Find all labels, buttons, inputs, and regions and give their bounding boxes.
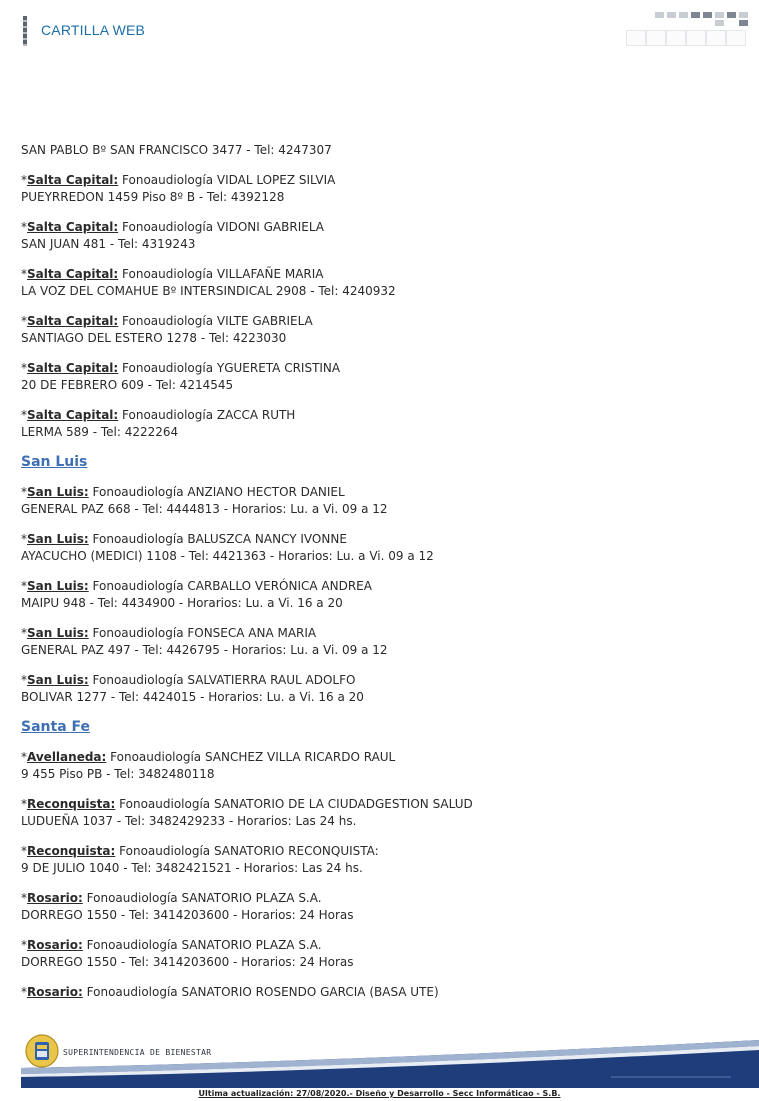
list-item: *San Luis: Fonoaudiología SALVATIERRA RAUL ADOLFO BOLIVAR 1277 - Tel: 4424015 - Horarios: Lu. a Vi. 16 a 20	[21, 672, 741, 706]
header-decoration	[626, 10, 751, 50]
directory-content	[21, 142, 741, 1014]
entry-name: Fonoaudiología VIDAL LOPEZ SILVIA	[122, 173, 336, 187]
list-item: *Salta Capital: Fonoaudiología ZACCA RUTH LERMA 589 - Tel: 4222264	[21, 407, 741, 441]
list-item: *Reconquista: Fonoaudiología SANATORIO RECONQUISTA: 9 DE JULIO 1040 - Tel: 3482421521 - Horarios: Las 24 hs.	[21, 843, 741, 877]
entry-name: Fonoaudiología SANATORIO RECONQUISTA:	[119, 844, 379, 858]
entry-name: Fonoaudiología CARBALLO VERÓNICA ANDREA	[92, 579, 372, 593]
entry-name: Fonoaudiología ZACCA RUTH	[122, 408, 296, 422]
page-title: CARTILLA WEB	[41, 22, 146, 38]
entry-city: Salta Capital:	[27, 267, 119, 281]
list-item: *San Luis: Fonoaudiología BALUSZCA NANCY IVONNE AYACUCHO (MEDICI) 1108 - Tel: 4421363 - Horarios: Lu. a Vi. 09 a 12	[21, 531, 741, 565]
page-footer	[21, 1030, 759, 1088]
entry-city: San Luis:	[27, 579, 89, 593]
last-updated-note: Ultima actualización: 27/08/2020.- Diseño y Desarrollo - Secc Informáticao - S.B.	[198, 1089, 561, 1098]
entry-name: Fonoaudiología SALVATIERRA RAUL ADOLFO	[92, 673, 356, 687]
list-item: *Rosario: Fonoaudiología SANATORIO ROSENDO GARCIA (BASA UTE)	[21, 985, 439, 999]
entry-city: San Luis:	[27, 485, 89, 499]
section-heading-san-luis[interactable]: San Luis	[21, 454, 88, 470]
list-item: *Avellaneda: Fonoaudiología SANCHEZ VILLA RICARDO RAUL 9 455 Piso PB - Tel: 3482480118	[21, 749, 741, 783]
list-item: *Rosario: Fonoaudiología SANATORIO PLAZA S.A. DORREGO 1550 - Tel: 3414203600 - Horarios: 24 Horas	[21, 937, 741, 971]
entry-city: Salta Capital:	[27, 314, 119, 328]
entry-name: Fonoaudiología SANATORIO ROSENDO GARCIA (BASA UTE)	[86, 985, 439, 999]
entry-city: Rosario:	[27, 891, 83, 905]
entry-city: Salta Capital:	[27, 173, 119, 187]
header-bar-ticks	[21, 16, 29, 46]
entry-city: San Luis:	[27, 673, 89, 687]
entry-city: Avellaneda:	[27, 750, 107, 764]
entry-address: PUEYRREDON 1459 Piso 8º B - Tel: 4392128	[21, 190, 285, 204]
entry-city: San Luis:	[27, 626, 89, 640]
list-item: *Salta Capital: Fonoaudiología VILLAFAÑE MARIA LA VOZ DEL COMAHUE Bº INTERSINDICAL 2908 - Tel: 4240932	[21, 266, 741, 300]
entry-address: 9 455 Piso PB - Tel: 3482480118	[21, 767, 215, 781]
entry-address: BOLIVAR 1277 - Tel: 4424015 - Horarios: Lu. a Vi. 16 a 20	[21, 690, 364, 704]
entry-name: Fonoaudiología SANATORIO DE LA CIUDADGESTION SALUD	[119, 797, 473, 811]
list-item	[21, 142, 741, 159]
entry-address: DORREGO 1550 - Tel: 3414203600 - Horarios: 24 Horas	[21, 955, 354, 969]
entry-city: Salta Capital:	[27, 220, 119, 234]
entry-address: AYACUCHO (MEDICI) 1108 - Tel: 4421363 - Horarios: Lu. a Vi. 09 a 12	[21, 549, 434, 563]
entry-name: Fonoaudiología FONSECA ANA MARIA	[92, 626, 317, 640]
entry-name: Fonoaudiología BALUSZCA NANCY IVONNE	[92, 532, 347, 546]
entry-address: SAN PABLO Bº SAN FRANCISCO 3477 - Tel: 4247307	[21, 143, 332, 157]
page-header	[0, 0, 759, 60]
list-item: *Salta Capital: Fonoaudiología VILTE GABRIELA SANTIAGO DEL ESTERO 1278 - Tel: 4223030	[21, 313, 741, 347]
entry-city: Rosario:	[27, 938, 83, 952]
entry-address: 9 DE JULIO 1040 - Tel: 3482421521 - Horarios: Las 24 hs.	[21, 861, 363, 875]
section-heading-santa-fe[interactable]: Santa Fe	[21, 719, 91, 735]
entry-name: Fonoaudiología SANCHEZ VILLA RICARDO RAUL	[110, 750, 396, 764]
entry-name: Fonoaudiología ANZIANO HECTOR DANIEL	[92, 485, 345, 499]
entry-city: Rosario:	[27, 985, 83, 999]
list-item: *Salta Capital: Fonoaudiología YGUERETA CRISTINA 20 DE FEBRERO 609 - Tel: 4214545	[21, 360, 741, 394]
entry-address: SAN JUAN 481 - Tel: 4319243	[21, 237, 196, 251]
list-item: *San Luis: Fonoaudiología FONSECA ANA MARIA GENERAL PAZ 497 - Tel: 4426795 - Horarios: Lu. a Vi. 09 a 12	[21, 625, 741, 659]
entry-name: Fonoaudiología SANATORIO PLAZA S.A.	[86, 891, 322, 905]
entry-name: Fonoaudiología SANATORIO PLAZA S.A.	[86, 938, 322, 952]
entry-name: Fonoaudiología VIDONI GABRIELA	[122, 220, 324, 234]
list-item: *Rosario: Fonoaudiología SANATORIO PLAZA S.A. DORREGO 1550 - Tel: 3414203600 - Horarios: 24 Horas	[21, 890, 741, 924]
entry-address: 20 DE FEBRERO 609 - Tel: 4214545	[21, 378, 234, 392]
entry-name: Fonoaudiología VILTE GABRIELA	[122, 314, 313, 328]
list-item: *San Luis: Fonoaudiología CARBALLO VERÓNICA ANDREA MAIPU 948 - Tel: 4434900 - Horarios: Lu. a Vi. 16 a 20	[21, 578, 741, 612]
entry-city: Salta Capital:	[27, 361, 119, 375]
entry-address: LA VOZ DEL COMAHUE Bº INTERSINDICAL 2908 - Tel: 4240932	[21, 284, 396, 298]
entry-city: San Luis:	[27, 532, 89, 546]
footer-wave-band	[21, 1030, 759, 1088]
entry-address: SANTIAGO DEL ESTERO 1278 - Tel: 4223030	[21, 331, 287, 345]
entry-city: Reconquista:	[27, 797, 116, 811]
entry-address: MAIPU 948 - Tel: 4434900 - Horarios: Lu. a Vi. 16 a 20	[21, 596, 343, 610]
entry-name: Fonoaudiología VILLAFAÑE MARIA	[122, 267, 324, 281]
entry-name: Fonoaudiología YGUERETA CRISTINA	[122, 361, 341, 375]
list-item: *Reconquista: Fonoaudiología SANATORIO DE LA CIUDADGESTION SALUD LUDUEÑA 1037 - Tel: 3482429233 - Horarios: Las 24 hs.	[21, 796, 741, 830]
entry-city: Salta Capital:	[27, 408, 119, 422]
list-item: *San Luis: Fonoaudiología ANZIANO HECTOR DANIEL GENERAL PAZ 668 - Tel: 4444813 - Horarios: Lu. a Vi. 09 a 12	[21, 484, 741, 518]
organization-name: SUPERINTENDENCIA DE BIENESTAR	[63, 1048, 212, 1057]
list-item: *Salta Capital: Fonoaudiología VIDONI GABRIELA SAN JUAN 481 - Tel: 4319243	[21, 219, 741, 253]
entry-address: DORREGO 1550 - Tel: 3414203600 - Horarios: 24 Horas	[21, 908, 354, 922]
shield-logo-icon	[25, 1034, 59, 1068]
list-item: *Salta Capital: Fonoaudiología VIDAL LOPEZ SILVIA PUEYRREDON 1459 Piso 8º B - Tel: 4392128	[21, 172, 741, 206]
entry-city: Reconquista:	[27, 844, 116, 858]
entry-address: LERMA 589 - Tel: 4222264	[21, 425, 179, 439]
entry-address: LUDUEÑA 1037 - Tel: 3482429233 - Horarios: Las 24 hs.	[21, 814, 357, 828]
entry-address: GENERAL PAZ 497 - Tel: 4426795 - Horarios: Lu. a Vi. 09 a 12	[21, 643, 388, 657]
entry-address: GENERAL PAZ 668 - Tel: 4444813 - Horarios: Lu. a Vi. 09 a 12	[21, 502, 388, 516]
